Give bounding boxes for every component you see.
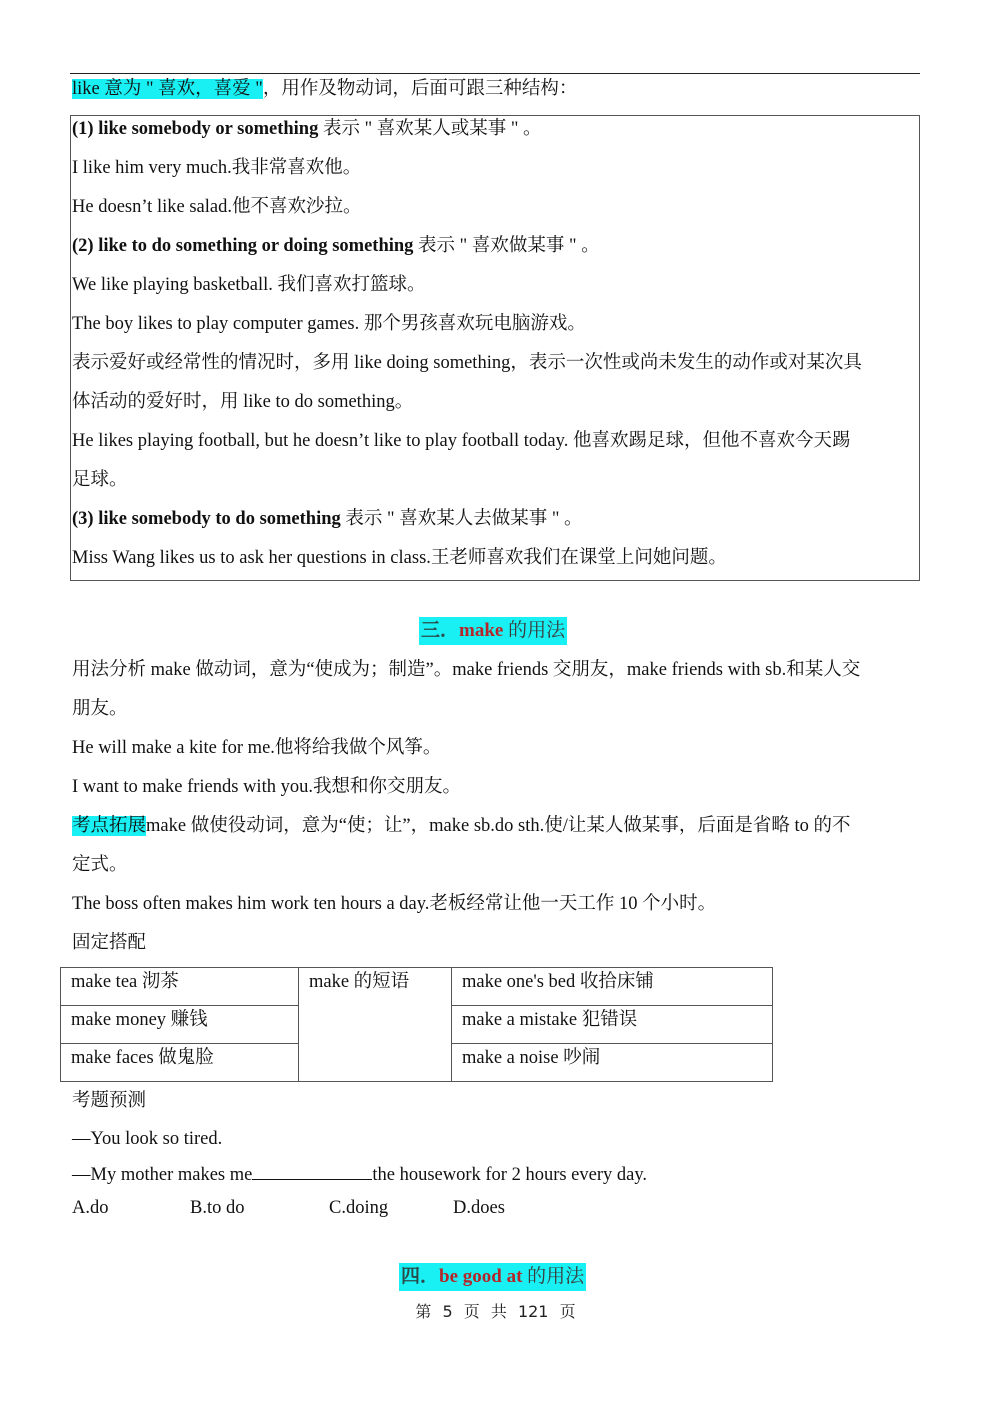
answer-blank [252, 1163, 372, 1180]
table-row [61, 968, 773, 1006]
table-cell: make faces 做鬼脸 [61, 1044, 299, 1082]
intro-highlight: like 意为 " 喜欢，喜爱 " [72, 79, 263, 99]
table-cell: make a noise 吵闹 [452, 1044, 773, 1082]
quiz-line-1: —You look so tired. [72, 1129, 223, 1149]
intro-line [72, 78, 577, 100]
box-line-3: He doesn’t like salad.他不喜欢沙拉。 [72, 197, 362, 217]
table-cell: make money 赚钱 [61, 1006, 299, 1044]
quiz-option-b: B.to do [190, 1198, 245, 1218]
table-cell-category: make 的短语 [299, 968, 452, 1082]
table-cell: make a mistake 犯错误 [452, 1006, 773, 1044]
collocation-label: 固定搭配 [72, 933, 147, 953]
box-line-10: 足球。 [72, 470, 128, 490]
box-line-9: He likes playing football, but he doesn’t like to play football today. 他喜欢踢足球，但他不喜欢今天踢 [72, 431, 851, 451]
section-heading-be-good-at: 四．be good at 的用法 [399, 1263, 586, 1291]
box-line-11: (3) like somebody to do something 表示 " 喜欢某人去做某事 " 。 [72, 509, 583, 529]
example-friends: I want to make friends with you.我想和你交朋友。 [72, 777, 461, 797]
extension-line-1: 考点拓展make 做使役动词，意为“使；让”，make sb.do sth.使/让某人做某事，后面是省略 to 的不 [72, 816, 851, 836]
box-line-7: 表示爱好或经常性的情况时，多用 like doing something，表示一次性或尚未发生的动作或对某次具 [72, 353, 862, 373]
box-line-1: (1) like somebody or something 表示 " 喜欢某人或某事 " 。 [72, 119, 542, 139]
quiz-label: 考题预测 [72, 1091, 147, 1111]
table-cell: make tea 沏茶 [61, 968, 299, 1006]
quiz-option-a: A.do [72, 1198, 109, 1218]
extension-label: 考点拓展 [72, 816, 147, 836]
box-line-4: (2) like to do something or doing something 表示 " 喜欢做某事 " 。 [72, 236, 600, 256]
box-line-5: We like playing basketball. 我们喜欢打篮球。 [72, 275, 426, 295]
table-cell: make one's bed 收拾床铺 [452, 968, 773, 1006]
quiz-option-d: D.does [453, 1198, 505, 1218]
box-line-8: 体活动的爱好时，用 like to do something。 [72, 392, 414, 412]
quiz-line-2: —My mother makes me the housework for 2 hours every day. [72, 1165, 648, 1185]
page-number: 第 5 页 共 121 页 [415, 1302, 576, 1321]
extension-line-2: 定式。 [72, 855, 128, 875]
box-line-6: The boy likes to play computer games. 那个男孩喜欢玩电脑游戏。 [72, 314, 586, 334]
example-kite: He will make a kite for me.他将给我做个风筝。 [72, 738, 442, 758]
top-rule [70, 73, 920, 74]
box-line-2: I like him very much.我非常喜欢他。 [72, 158, 362, 178]
analysis-line-2: 朋友。 [72, 699, 128, 719]
section-heading-make: 三．make 的用法 [419, 617, 567, 645]
analysis-line-1: 用法分析 make 做动词，意为“使成为；制造”。make friends 交朋友，make friends with sb.和某人交 [72, 660, 861, 680]
quiz-option-c: C.doing [329, 1198, 389, 1218]
intro-rest: ，用作及物动词，后面可跟三种结构： [262, 79, 578, 99]
box-line-12: Miss Wang likes us to ask her questions in class.王老师喜欢我们在课堂上问她问题。 [72, 548, 727, 568]
make-phrase-table [60, 967, 773, 1082]
example-boss: The boss often makes him work ten hours a day.老板经常让他一天工作 10 个小时。 [72, 894, 717, 914]
